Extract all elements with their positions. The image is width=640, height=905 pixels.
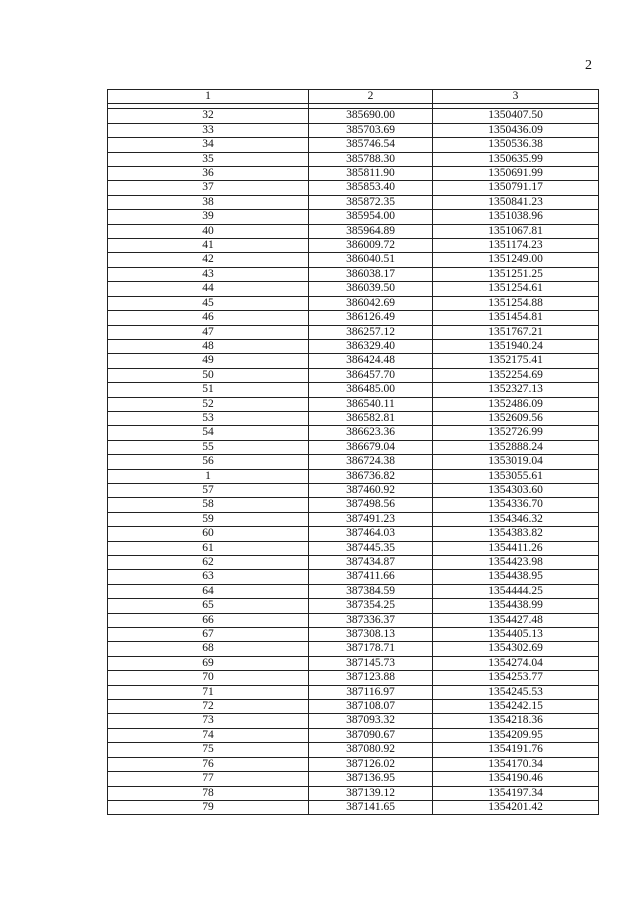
y-coordinate-cell: 1354197.34	[433, 786, 599, 800]
point-number-cell: 38	[108, 195, 309, 209]
x-coordinate-cell: 387178.71	[309, 642, 433, 656]
x-coordinate-cell: 386540.11	[309, 397, 433, 411]
y-coordinate-cell: 1354218.36	[433, 714, 599, 728]
y-coordinate-cell: 1350841.23	[433, 195, 599, 209]
table-row	[108, 311, 599, 325]
y-coordinate-cell: 1354346.32	[433, 512, 599, 526]
x-coordinate-cell: 385703.69	[309, 123, 433, 137]
point-number-cell: 56	[108, 455, 309, 469]
x-coordinate-cell: 387139.12	[309, 786, 433, 800]
y-coordinate-cell: 1351254.88	[433, 296, 599, 310]
y-coordinate-cell: 1354302.69	[433, 642, 599, 656]
y-coordinate-cell: 1354383.82	[433, 527, 599, 541]
table-row	[108, 195, 599, 209]
table-row	[108, 772, 599, 786]
x-coordinate-cell: 385872.35	[309, 195, 433, 209]
table-row	[108, 512, 599, 526]
point-number-cell: 42	[108, 253, 309, 267]
point-number-cell: 62	[108, 556, 309, 570]
y-coordinate-cell: 1354438.95	[433, 570, 599, 584]
x-coordinate-cell: 387434.87	[309, 556, 433, 570]
point-number-cell: 58	[108, 498, 309, 512]
x-coordinate-cell: 385746.54	[309, 138, 433, 152]
x-coordinate-cell: 387354.25	[309, 599, 433, 613]
point-number-cell: 32	[108, 109, 309, 123]
table-row	[108, 325, 599, 339]
point-number-cell: 40	[108, 224, 309, 238]
y-coordinate-cell: 1351940.24	[433, 339, 599, 353]
y-coordinate-cell: 1354438.99	[433, 599, 599, 613]
x-coordinate-cell: 387080.92	[309, 743, 433, 757]
table-row	[108, 469, 599, 483]
y-coordinate-cell: 1352254.69	[433, 368, 599, 382]
y-coordinate-cell: 1354245.53	[433, 685, 599, 699]
point-number-cell: 57	[108, 483, 309, 497]
y-coordinate-cell: 1352486.09	[433, 397, 599, 411]
point-number-cell: 74	[108, 728, 309, 742]
point-number-cell: 67	[108, 628, 309, 642]
y-coordinate-cell: 1350407.50	[433, 109, 599, 123]
table-row	[108, 700, 599, 714]
point-number-cell: 52	[108, 397, 309, 411]
table-row	[108, 728, 599, 742]
point-number-cell: 77	[108, 772, 309, 786]
table-row	[108, 426, 599, 440]
point-number-cell: 49	[108, 354, 309, 368]
point-number-cell: 72	[108, 700, 309, 714]
table-row	[108, 541, 599, 555]
y-coordinate-cell: 1354274.04	[433, 656, 599, 670]
table-row	[108, 296, 599, 310]
y-coordinate-cell: 1354427.48	[433, 613, 599, 627]
table-row	[108, 383, 599, 397]
x-coordinate-cell: 387145.73	[309, 656, 433, 670]
x-coordinate-cell: 385954.00	[309, 210, 433, 224]
x-coordinate-cell: 386736.82	[309, 469, 433, 483]
point-number-cell: 70	[108, 671, 309, 685]
page-number: 2	[585, 58, 592, 73]
table-row	[108, 167, 599, 181]
point-number-cell: 60	[108, 527, 309, 541]
x-coordinate-cell: 387336.37	[309, 613, 433, 627]
y-coordinate-cell: 1350436.09	[433, 123, 599, 137]
table-row	[108, 714, 599, 728]
x-coordinate-cell: 387090.67	[309, 728, 433, 742]
point-number-cell: 55	[108, 440, 309, 454]
table-row	[108, 757, 599, 771]
point-number-cell: 39	[108, 210, 309, 224]
y-coordinate-cell: 1350791.17	[433, 181, 599, 195]
column-header-1: 1	[108, 90, 309, 104]
table-row	[108, 411, 599, 425]
table-row	[108, 570, 599, 584]
point-number-cell: 37	[108, 181, 309, 195]
table-row	[108, 743, 599, 757]
y-coordinate-cell: 1352175.41	[433, 354, 599, 368]
table-row	[108, 656, 599, 670]
y-coordinate-cell: 1351251.25	[433, 267, 599, 281]
x-coordinate-cell: 386039.50	[309, 282, 433, 296]
table-row	[108, 613, 599, 627]
table-row	[108, 628, 599, 642]
x-coordinate-cell: 387116.97	[309, 685, 433, 699]
table-header-row	[108, 90, 599, 104]
x-coordinate-cell: 386724.38	[309, 455, 433, 469]
point-number-cell: 59	[108, 512, 309, 526]
point-number-cell: 48	[108, 339, 309, 353]
y-coordinate-cell: 1354405.13	[433, 628, 599, 642]
y-coordinate-cell: 1354303.60	[433, 483, 599, 497]
table-row	[108, 786, 599, 800]
table-row	[108, 584, 599, 598]
x-coordinate-cell: 387108.07	[309, 700, 433, 714]
x-coordinate-cell: 387136.95	[309, 772, 433, 786]
point-number-cell: 50	[108, 368, 309, 382]
point-number-cell: 53	[108, 411, 309, 425]
y-coordinate-cell: 1351254.61	[433, 282, 599, 296]
point-number-cell: 69	[108, 656, 309, 670]
table-row	[108, 642, 599, 656]
point-number-cell: 76	[108, 757, 309, 771]
table-row	[108, 498, 599, 512]
point-number-cell: 63	[108, 570, 309, 584]
table-row	[108, 397, 599, 411]
y-coordinate-cell: 1353055.61	[433, 469, 599, 483]
y-coordinate-cell: 1354336.70	[433, 498, 599, 512]
x-coordinate-cell: 386457.70	[309, 368, 433, 382]
coordinates-table	[107, 89, 599, 815]
x-coordinate-cell: 386329.40	[309, 339, 433, 353]
point-number-cell: 68	[108, 642, 309, 656]
table-row	[108, 440, 599, 454]
y-coordinate-cell: 1354242.15	[433, 700, 599, 714]
y-coordinate-cell: 1354201.42	[433, 800, 599, 814]
x-coordinate-cell: 386485.00	[309, 383, 433, 397]
table-row	[108, 109, 599, 123]
point-number-cell: 41	[108, 239, 309, 253]
x-coordinate-cell: 387460.92	[309, 483, 433, 497]
table-row	[108, 354, 599, 368]
x-coordinate-cell: 386679.04	[309, 440, 433, 454]
y-coordinate-cell: 1352609.56	[433, 411, 599, 425]
table-row	[108, 599, 599, 613]
point-number-cell: 33	[108, 123, 309, 137]
table-row	[108, 138, 599, 152]
point-number-cell: 79	[108, 800, 309, 814]
x-coordinate-cell: 386038.17	[309, 267, 433, 281]
point-number-cell: 47	[108, 325, 309, 339]
point-number-cell: 35	[108, 152, 309, 166]
y-coordinate-cell: 1354190.46	[433, 772, 599, 786]
x-coordinate-cell: 387445.35	[309, 541, 433, 555]
x-coordinate-cell: 387464.03	[309, 527, 433, 541]
y-coordinate-cell: 1351174.23	[433, 239, 599, 253]
x-coordinate-cell: 387123.88	[309, 671, 433, 685]
y-coordinate-cell: 1352726.99	[433, 426, 599, 440]
table-row	[108, 181, 599, 195]
y-coordinate-cell: 1354444.25	[433, 584, 599, 598]
y-coordinate-cell: 1354253.77	[433, 671, 599, 685]
y-coordinate-cell: 1351767.21	[433, 325, 599, 339]
y-coordinate-cell: 1352888.24	[433, 440, 599, 454]
table-row	[108, 685, 599, 699]
x-coordinate-cell: 386623.36	[309, 426, 433, 440]
x-coordinate-cell: 385853.40	[309, 181, 433, 195]
x-coordinate-cell: 385964.89	[309, 224, 433, 238]
y-coordinate-cell: 1354423.98	[433, 556, 599, 570]
y-coordinate-cell: 1354191.76	[433, 743, 599, 757]
table-row	[108, 556, 599, 570]
x-coordinate-cell: 387308.13	[309, 628, 433, 642]
y-coordinate-cell: 1350635.99	[433, 152, 599, 166]
y-coordinate-cell: 1354170.34	[433, 757, 599, 771]
point-number-cell: 51	[108, 383, 309, 397]
point-number-cell: 1	[108, 469, 309, 483]
table-row	[108, 800, 599, 814]
point-number-cell: 73	[108, 714, 309, 728]
x-coordinate-cell: 387141.65	[309, 800, 433, 814]
point-number-cell: 71	[108, 685, 309, 699]
x-coordinate-cell: 387384.59	[309, 584, 433, 598]
x-coordinate-cell: 387498.56	[309, 498, 433, 512]
point-number-cell: 78	[108, 786, 309, 800]
point-number-cell: 66	[108, 613, 309, 627]
point-number-cell: 64	[108, 584, 309, 598]
x-coordinate-cell: 385788.30	[309, 152, 433, 166]
y-coordinate-cell: 1350536.38	[433, 138, 599, 152]
y-coordinate-cell: 1350691.99	[433, 167, 599, 181]
x-coordinate-cell: 387126.02	[309, 757, 433, 771]
point-number-cell: 36	[108, 167, 309, 181]
y-coordinate-cell: 1351454.81	[433, 311, 599, 325]
x-coordinate-cell: 386126.49	[309, 311, 433, 325]
table-row	[108, 152, 599, 166]
column-header-2: 2	[309, 90, 433, 104]
y-coordinate-cell: 1353019.04	[433, 455, 599, 469]
x-coordinate-cell: 386257.12	[309, 325, 433, 339]
x-coordinate-cell: 387411.66	[309, 570, 433, 584]
x-coordinate-cell: 386582.81	[309, 411, 433, 425]
table-row	[108, 368, 599, 382]
y-coordinate-cell: 1351067.81	[433, 224, 599, 238]
y-coordinate-cell: 1351249.00	[433, 253, 599, 267]
point-number-cell: 61	[108, 541, 309, 555]
point-number-cell: 45	[108, 296, 309, 310]
point-number-cell: 46	[108, 311, 309, 325]
x-coordinate-cell: 385811.90	[309, 167, 433, 181]
x-coordinate-cell: 386009.72	[309, 239, 433, 253]
column-header-3: 3	[433, 90, 599, 104]
table-row	[108, 671, 599, 685]
table-row	[108, 253, 599, 267]
point-number-cell: 65	[108, 599, 309, 613]
x-coordinate-cell: 387491.23	[309, 512, 433, 526]
point-number-cell: 54	[108, 426, 309, 440]
table-row	[108, 339, 599, 353]
y-coordinate-cell: 1354411.26	[433, 541, 599, 555]
y-coordinate-cell: 1354209.95	[433, 728, 599, 742]
table-body	[108, 109, 599, 815]
x-coordinate-cell: 386042.69	[309, 296, 433, 310]
table-row	[108, 123, 599, 137]
point-number-cell: 44	[108, 282, 309, 296]
table-row	[108, 267, 599, 281]
y-coordinate-cell: 1352327.13	[433, 383, 599, 397]
table-row	[108, 527, 599, 541]
table-row	[108, 239, 599, 253]
point-number-cell: 75	[108, 743, 309, 757]
x-coordinate-cell: 386040.51	[309, 253, 433, 267]
point-number-cell: 43	[108, 267, 309, 281]
table-row	[108, 483, 599, 497]
x-coordinate-cell: 385690.00	[309, 109, 433, 123]
table-row	[108, 455, 599, 469]
table-row	[108, 210, 599, 224]
table-row	[108, 224, 599, 238]
point-number-cell: 34	[108, 138, 309, 152]
x-coordinate-cell: 387093.32	[309, 714, 433, 728]
y-coordinate-cell: 1351038.96	[433, 210, 599, 224]
x-coordinate-cell: 386424.48	[309, 354, 433, 368]
table-row	[108, 282, 599, 296]
